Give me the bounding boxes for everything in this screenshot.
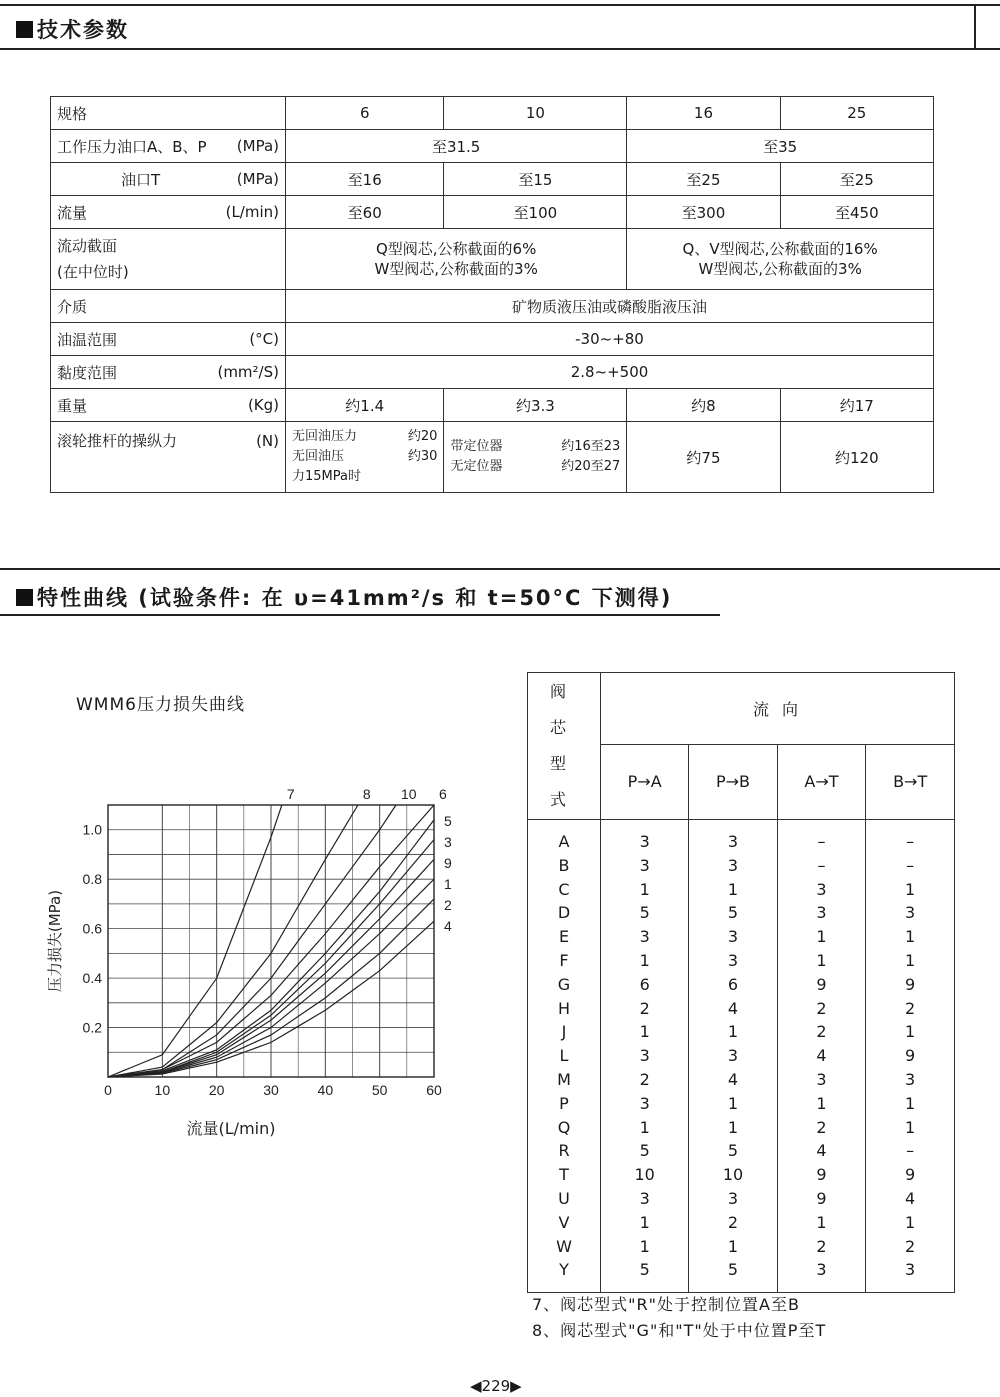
flow-16: 至300 — [627, 196, 780, 229]
section-small-q: Q型阀芯,公称截面的6% — [375, 240, 537, 258]
label-oil-temp: 油温范围 — [57, 330, 118, 349]
flow-value: 2 — [905, 998, 916, 1018]
spool-type-V: V — [558, 1212, 570, 1232]
flow-value: 1 — [905, 1022, 916, 1042]
flow-value: 3 — [727, 832, 739, 851]
flow-value: – — [906, 855, 915, 875]
col-p-b: P→B — [689, 744, 777, 819]
flow-value: 3 — [816, 903, 827, 923]
label-port-t: 油口T — [121, 170, 161, 189]
flow-value: 1 — [727, 879, 739, 899]
flow-value: 4 — [905, 1188, 916, 1208]
col-a-t: A→T — [777, 744, 866, 819]
x-tick-label: 50 — [371, 1082, 388, 1098]
x-tick-label: 0 — [104, 1082, 112, 1098]
series-label-10: 10 — [400, 786, 417, 802]
series-label-6: 6 — [439, 786, 447, 802]
flow-value: 9 — [816, 1165, 827, 1185]
square-bullet-icon — [16, 589, 33, 606]
series-label-1: 1 — [444, 876, 452, 892]
spec-row-size — [51, 97, 934, 130]
flow-value: – — [906, 832, 915, 851]
spool-type-T: T — [559, 1165, 569, 1185]
flow-value: 2 — [816, 998, 827, 1018]
force-6: 无回油压力 约20 无回油压 约30 力15MPa时 — [286, 422, 444, 493]
flow-value: 9 — [905, 1165, 916, 1185]
unit-force: (N) — [256, 431, 279, 450]
port-t-25: 至25 — [780, 163, 933, 196]
flow-value: 9 — [816, 1188, 827, 1208]
spec-row-work-pressure — [51, 130, 934, 163]
pressure-loss-chart — [40, 775, 470, 1155]
note-8: 8、阀芯型式"G"和"T"处于中位置P至T — [532, 1321, 827, 1340]
flow-value: 1 — [905, 879, 916, 899]
label-viscosity: 黏度范围 — [57, 363, 118, 382]
section-small-w: W型阀芯,公称截面的3% — [374, 260, 538, 278]
size-16: 16 — [627, 97, 780, 130]
flow-value: 5 — [727, 903, 739, 923]
label-force: 滚轮推杆的操纵力 — [57, 432, 178, 450]
flow-value: 2 — [816, 1117, 827, 1137]
port-t-16: 至25 — [627, 163, 780, 196]
spec-table — [50, 96, 934, 493]
square-bullet-icon — [16, 21, 33, 38]
spec-row-oil-temp — [51, 323, 934, 356]
flow-value: 10 — [634, 1165, 655, 1185]
medium-value: 矿物质液压油或磷酸脂液压油 — [286, 290, 934, 323]
flow-value: 3 — [639, 1188, 650, 1208]
col-b-t: B→T — [866, 744, 955, 819]
flow-value: 1 — [905, 927, 916, 947]
viscosity-value: 2.8~+500 — [286, 356, 934, 389]
flow-direction-header: 流 向 — [601, 673, 955, 745]
weight-6: 约1.4 — [286, 389, 444, 422]
flow-value: 3 — [816, 879, 827, 899]
flow-10: 至100 — [444, 196, 627, 229]
flow-value: 3 — [727, 1188, 739, 1208]
spool-type-J: J — [561, 1022, 567, 1042]
flow-value: 3 — [905, 903, 916, 923]
spool-type-U: U — [558, 1188, 570, 1208]
flow-value: 1 — [639, 879, 650, 899]
flow-6: 至60 — [286, 196, 444, 229]
chart-title: WMM6压力损失曲线 — [76, 695, 245, 715]
flow-value: 1 — [639, 950, 650, 970]
label-medium: 介质 — [51, 290, 286, 323]
label-weight: 重量 — [57, 396, 88, 415]
section-title-curves: 特性曲线 (试验条件: 在 υ=41mm²/s 和 t=50°C 下测得) — [16, 582, 672, 612]
x-tick-label: 40 — [317, 1082, 334, 1098]
y-tick-label: 0.2 — [82, 1019, 102, 1036]
spool-type-L: L — [559, 1046, 569, 1066]
flow-value: 2 — [816, 1236, 827, 1256]
flow-value: 3 — [727, 1046, 739, 1066]
spool-type-H: H — [557, 998, 571, 1018]
a-t-column — [777, 820, 866, 1293]
x-tick-label: 60 — [426, 1082, 442, 1098]
flow-value: 6 — [727, 974, 739, 994]
flow-value: 3 — [639, 832, 650, 851]
unit-weight: (Kg) — [247, 396, 279, 414]
series-line-8 — [108, 805, 358, 1077]
size-6: 6 — [286, 97, 444, 130]
x-tick-label: 30 — [263, 1082, 279, 1098]
y-axis-label: 压力损失(MPa) — [46, 889, 64, 993]
flow-value: 1 — [727, 1093, 739, 1113]
spool-type-F: F — [559, 950, 569, 970]
section-large-w: W型阀芯,公称截面的3% — [698, 260, 862, 278]
flow-value: 1 — [639, 1117, 650, 1137]
flow-value: 3 — [639, 1046, 650, 1066]
spool-type-W: W — [556, 1236, 572, 1256]
section-title-specs: 技术参数 — [16, 14, 129, 44]
top-rule — [0, 4, 1000, 6]
spool-type-E: E — [558, 927, 570, 947]
p-a-column — [601, 820, 689, 1293]
force-25: 约120 — [780, 422, 933, 493]
flow-value: 9 — [816, 974, 827, 994]
flow-table — [527, 672, 955, 1293]
spool-header: 阀 芯 型 式 — [528, 673, 601, 820]
flow-value: 1 — [816, 1093, 827, 1113]
force-10: 带定位器 约16至23 无定位器 约20至27 — [444, 422, 627, 493]
flow-value: 5 — [727, 1260, 739, 1280]
flow-value: – — [906, 1141, 915, 1161]
spool-type-G: G — [557, 974, 571, 994]
flow-value: 1 — [905, 1212, 916, 1232]
label-work-pressure: 工作压力油口A、B、P — [57, 137, 207, 156]
spec-row-force — [51, 422, 934, 493]
flow-value: 6 — [639, 974, 650, 994]
flow-value: 4 — [727, 1069, 739, 1089]
flow-value: 1 — [905, 1117, 916, 1137]
spool-type-P: P — [559, 1093, 569, 1113]
b-t-column — [866, 820, 955, 1293]
flow-value: 5 — [639, 1141, 650, 1161]
flow-value: 4 — [816, 1046, 827, 1066]
section2-rule — [0, 614, 720, 616]
spec-row-port-t — [51, 163, 934, 196]
flow-25: 至450 — [780, 196, 933, 229]
series-label-3: 3 — [444, 834, 452, 850]
flow-value: 2 — [727, 1212, 739, 1232]
flow-value: 1 — [727, 1117, 739, 1137]
flow-value: – — [817, 855, 826, 875]
flow-value: 2 — [639, 998, 650, 1018]
unit-flow: (L/min) — [225, 203, 279, 221]
unit-viscosity: (mm²/S) — [217, 363, 279, 381]
unit-work-pressure: (MPa) — [236, 137, 279, 155]
flow-value: 3 — [905, 1260, 916, 1280]
series-label-8: 8 — [362, 786, 371, 802]
work-pressure-large: 至35 — [627, 130, 934, 163]
flow-value: 1 — [816, 950, 827, 970]
flow-value: 3 — [639, 927, 650, 947]
flow-value: 1 — [816, 927, 827, 947]
header-corner — [974, 4, 976, 49]
series-label-5: 5 — [444, 813, 452, 829]
flow-value: 5 — [639, 903, 650, 923]
flow-value: 1 — [639, 1022, 650, 1042]
flow-value: 4 — [727, 998, 739, 1018]
flow-value: 3 — [727, 950, 739, 970]
label-section: 流动截面 — [57, 237, 118, 255]
unit-port-t: (MPa) — [236, 170, 279, 188]
flow-value: 5 — [727, 1141, 739, 1161]
flow-value: 1 — [816, 1212, 827, 1232]
flow-value: – — [817, 832, 826, 851]
flow-value: 1 — [727, 1236, 739, 1256]
y-tick-label: 0.6 — [82, 920, 102, 937]
section-large-qv: Q、V型阀芯,公称截面的16% — [682, 240, 878, 258]
flow-value: 2 — [639, 1069, 650, 1089]
section2-top-rule — [0, 568, 1000, 570]
spec-row-medium — [51, 290, 934, 323]
flow-value: 1 — [639, 1212, 650, 1232]
flow-value: 1 — [905, 1093, 916, 1113]
series-label-9: 9 — [444, 855, 452, 871]
label-flow: 流量 — [57, 203, 88, 222]
series-label-4: 4 — [444, 918, 452, 934]
port-t-6: 至16 — [286, 163, 444, 196]
spec-row-flow — [51, 196, 934, 229]
flow-value: 9 — [905, 1046, 916, 1066]
weight-16: 约8 — [627, 389, 780, 422]
label-section-sub: (在中位时) — [57, 263, 129, 281]
spec-row-section — [51, 229, 934, 290]
flow-value: 3 — [816, 1260, 827, 1280]
spool-type-B: B — [558, 855, 570, 875]
flow-value: 4 — [816, 1141, 827, 1161]
y-tick-label: 0.8 — [82, 871, 102, 888]
force-16: 约75 — [627, 422, 780, 493]
flow-value: 2 — [816, 1022, 827, 1042]
x-tick-label: 10 — [154, 1082, 171, 1098]
spool-type-Q: Q — [557, 1117, 571, 1137]
spool-type-C: C — [558, 879, 570, 899]
y-tick-label: 1.0 — [82, 821, 102, 838]
flow-value: 9 — [905, 974, 916, 994]
weight-25: 约17 — [780, 389, 933, 422]
flow-value: 1 — [727, 1022, 739, 1042]
spool-type-A: A — [558, 832, 570, 851]
section-rule — [0, 48, 1000, 50]
x-axis-label: 流量(L/min) — [186, 1119, 276, 1138]
flow-value: 2 — [905, 1236, 916, 1256]
oil-temp-value: -30~+80 — [286, 323, 934, 356]
flow-data-row — [528, 820, 955, 1293]
flow-value: 5 — [639, 1260, 650, 1280]
y-tick-label: 0.4 — [82, 970, 102, 987]
page-number: ◀229▶ — [470, 1377, 522, 1395]
flow-value: 3 — [639, 1093, 650, 1113]
unit-oil-temp: (°C) — [249, 330, 279, 348]
x-tick-label: 20 — [208, 1082, 225, 1098]
spool-type-Y: Y — [559, 1260, 569, 1280]
flow-header-row — [528, 673, 955, 745]
port-t-10: 至15 — [444, 163, 627, 196]
work-pressure-small: 至31.5 — [286, 130, 627, 163]
spool-type-R: R — [558, 1141, 570, 1161]
spool-type-column — [528, 820, 601, 1293]
spec-row-viscosity — [51, 356, 934, 389]
p-b-column — [689, 820, 777, 1293]
spec-row-weight — [51, 389, 934, 422]
series-label-7: 7 — [286, 786, 295, 802]
flow-value: 10 — [722, 1165, 744, 1185]
flow-value: 3 — [639, 855, 650, 875]
flow-value: 1 — [639, 1236, 650, 1256]
size-10: 10 — [444, 97, 627, 130]
flow-value: 3 — [727, 855, 739, 875]
flow-value: 1 — [905, 950, 916, 970]
flow-value: 3 — [905, 1069, 916, 1089]
spool-type-M: M — [557, 1069, 571, 1089]
weight-10: 约3.3 — [444, 389, 627, 422]
col-p-a: P→A — [601, 744, 689, 819]
flow-value: 3 — [816, 1069, 827, 1089]
label-size: 规格 — [51, 97, 286, 130]
flow-value: 3 — [727, 927, 739, 947]
note-7: 7、阀芯型式"R"处于控制位置A至B — [532, 1295, 800, 1314]
series-label-2: 2 — [444, 897, 452, 913]
size-25: 25 — [780, 97, 933, 130]
spool-type-D: D — [557, 903, 571, 923]
